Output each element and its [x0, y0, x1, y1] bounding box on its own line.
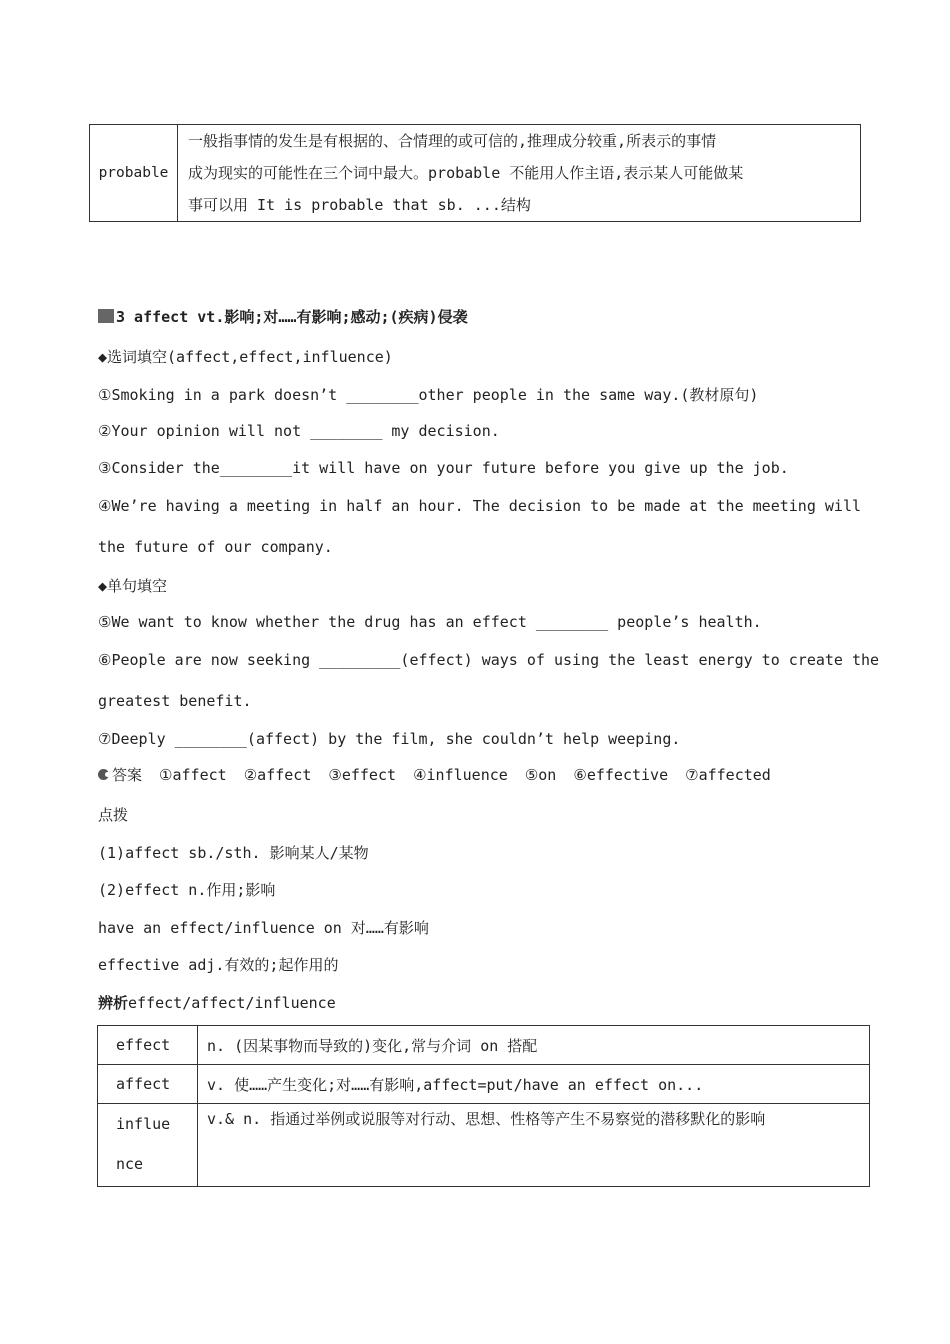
section1-title: ◆选词填空(affect,effect,influence): [98, 348, 393, 366]
word-cell: influence: [98, 1104, 198, 1187]
question-4-line2: the future of our company.: [98, 538, 333, 556]
definition-cell: n. (因某事物而导致的)变化,常与介词 on 搭配: [198, 1026, 870, 1065]
answer-row: [98, 764, 771, 785]
word-cell: probable: [90, 125, 178, 222]
answer-item: ①affect: [159, 766, 227, 784]
question-2: ②Your opinion will not ________ my decision.: [98, 422, 500, 440]
tip-line: (2)effect n.作用;影响: [98, 881, 276, 899]
answer-item: ⑦affected: [685, 766, 771, 784]
question-1: ①Smoking in a park doesn’t ________other people in the same way.(教材原句): [98, 386, 759, 404]
answer-label: 答案: [112, 766, 143, 784]
heading-text: 3 affect vt.影响;对……有影响;感动;(疾病)侵袭: [116, 308, 468, 326]
square-icon: [98, 309, 114, 323]
question-3: ③Consider the________it will have on your future before you give up the job.: [98, 459, 789, 477]
section-heading: [98, 306, 468, 327]
table-row: [98, 1104, 870, 1187]
definition-cell: v. 使……产生变化;对……有影响,affect=put/have an effect on...: [198, 1065, 870, 1104]
answer-icon: [98, 769, 109, 780]
answer-item: ③effect: [328, 766, 397, 784]
probable-table: [89, 124, 861, 222]
answer-item: ②affect: [243, 766, 312, 784]
definition-line: 一般指事情的发生是有根据的、合情理的或可信的,推理成分较重,所表示的事情: [188, 132, 717, 150]
question-6-line1: ⑥People are now seeking _________(effect) ways of using the least energy to create the: [98, 651, 880, 669]
question-6-line2: greatest benefit.: [98, 692, 252, 710]
definition-line: 成为现实的可能性在三个词中最大。probable 不能用人作主语,表示某人可能做某: [188, 164, 744, 182]
tip-line: (1)affect sb./sth. 影响某人/某物: [98, 844, 369, 862]
analysis-words: effect/affect/influence: [128, 994, 336, 1012]
analysis-row: [98, 992, 336, 1013]
analysis-label: 辨析: [98, 994, 129, 1012]
tip-line: have an effect/influence on 对……有影响: [98, 919, 429, 937]
question-5: ⑤We want to know whether the drug has an effect ________ people’s health.: [98, 613, 762, 631]
tip-title: 点拨: [98, 806, 129, 824]
definition-cell: [178, 125, 861, 222]
table-row: [98, 1065, 870, 1104]
answer-item: ⑥effective: [573, 766, 669, 784]
tip-line: effective adj.有效的;起作用的: [98, 956, 339, 974]
question-4-line1: ④We’re having a meeting in half an hour. The decision to be made at the meeting will: [98, 497, 862, 515]
comparison-table: [97, 1025, 870, 1187]
answer-item: ⑤on: [524, 766, 557, 784]
answer-item: ④influence: [413, 766, 508, 784]
definition-cell: v.& n. 指通过举例或说服等对行动、思想、性格等产生不易察觉的潜移默化的影响: [198, 1104, 870, 1187]
definition-line: 事可以用 It is probable that sb. ...结构: [188, 196, 531, 214]
question-7: ⑦Deeply ________(affect) by the film, she couldn’t help weeping.: [98, 730, 681, 748]
word-cell: effect: [98, 1026, 198, 1065]
table-row: [90, 125, 861, 222]
section2-title: ◆单句填空: [98, 577, 168, 595]
word-cell: affect: [98, 1065, 198, 1104]
table-row: [98, 1026, 870, 1065]
